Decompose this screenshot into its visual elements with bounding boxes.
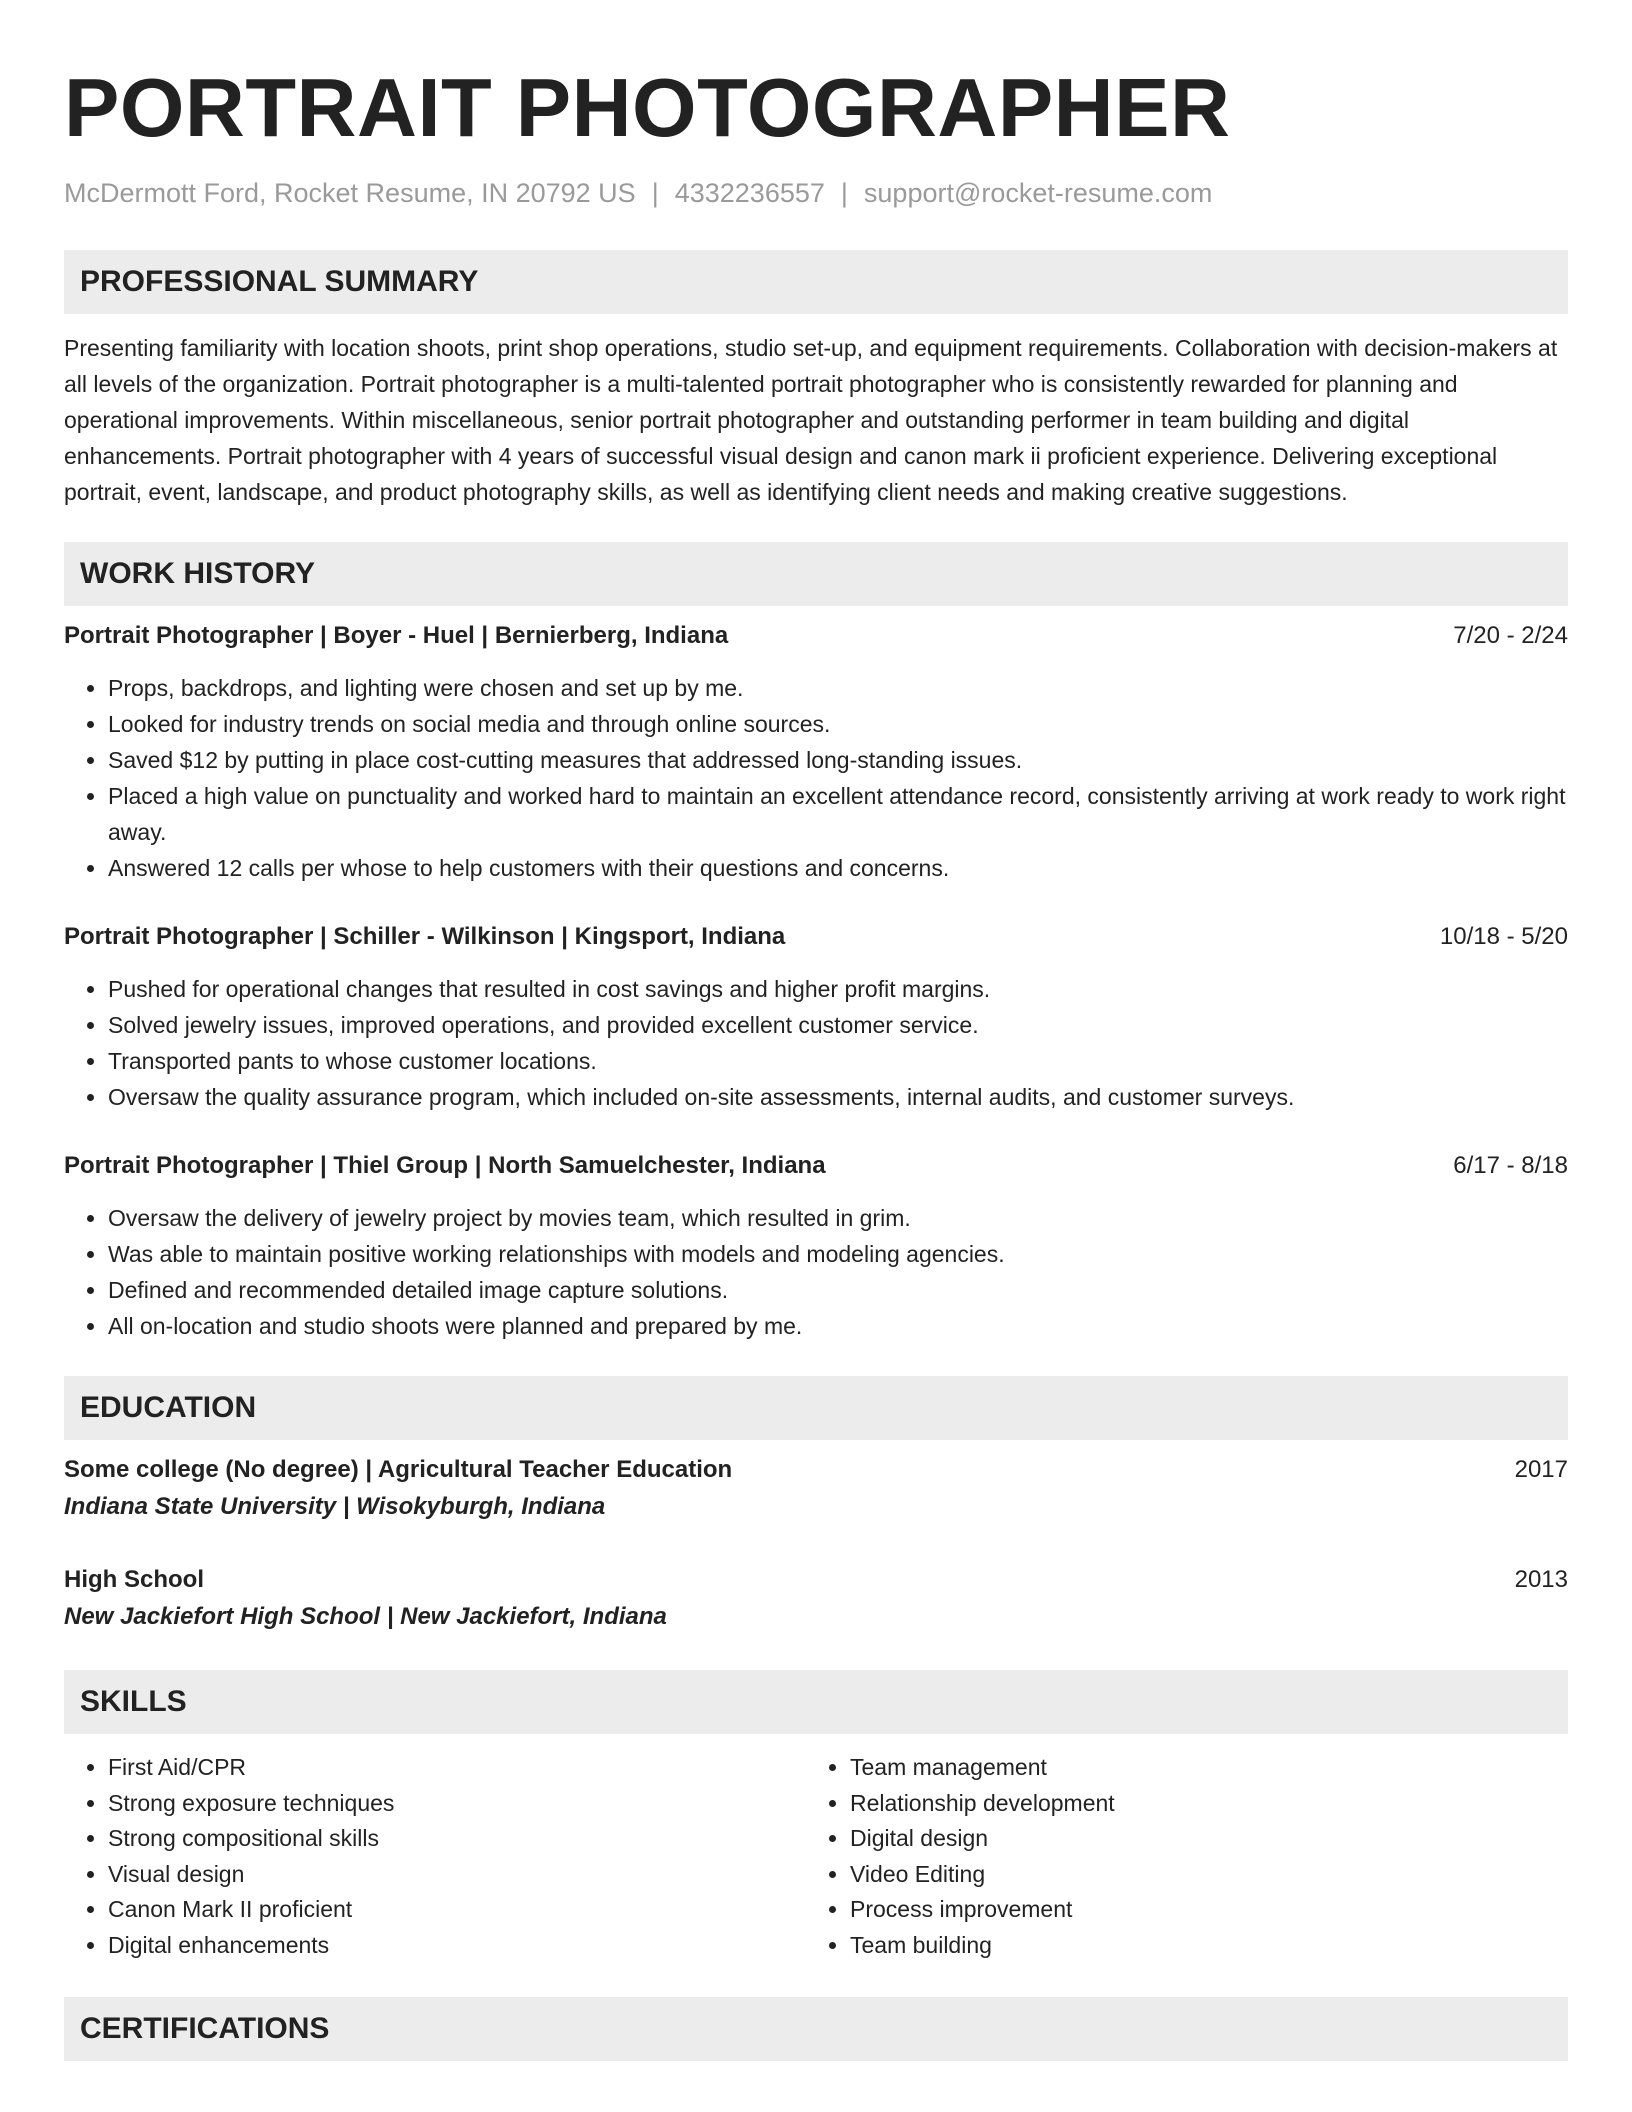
list-item: • Oversaw the delivery of jewelry project by movies team, which resulted in grim. — [108, 1200, 1568, 1236]
job-bullets — [64, 670, 1568, 886]
contact-line — [64, 176, 1568, 210]
job-bullets — [64, 971, 1568, 1115]
skills-list-right — [806, 1750, 1548, 1963]
skills-columns — [64, 1750, 1568, 1963]
list-item: • Visual design — [108, 1857, 806, 1893]
list-item: • Solved jewelry issues, improved operations, and provided excellent customer service. — [108, 1007, 1568, 1043]
education-school: Indiana State University | Wisokyburgh, Indiana — [64, 1493, 606, 1520]
list-item: • Relationship development — [850, 1786, 1548, 1822]
education-school: New Jackiefort High School | New Jackiefort, Indiana — [64, 1603, 667, 1630]
job-title-row — [64, 618, 1568, 654]
education-year: 2017 — [1514, 1456, 1568, 1483]
list-item: • Canon Mark II proficient — [108, 1892, 806, 1928]
list-item: • Looked for industry trends on social media and through online sources. — [108, 706, 1568, 742]
list-item: • Oversaw the quality assurance program, which included on-site assessments, internal audits, and customer surveys. — [108, 1079, 1568, 1115]
education-degree: High School — [64, 1566, 204, 1593]
list-item: • Digital design — [850, 1821, 1548, 1857]
list-item: • All on-location and studio shoots were planned and prepared by me. — [108, 1308, 1568, 1344]
list-item: • Answered 12 calls per whose to help customers with their questions and concerns. — [108, 850, 1568, 886]
education-degree: Some college (No degree) | Agricultural Teacher Education — [64, 1456, 733, 1483]
education-year: 2013 — [1514, 1566, 1568, 1593]
contact-address: McDermott Ford, Rocket Resume, IN 20792 US — [64, 178, 636, 208]
list-item: • Digital enhancements — [108, 1928, 806, 1964]
section-heading-skills: SKILLS — [64, 1670, 1568, 1734]
job-title-row — [64, 919, 1568, 955]
education-row — [64, 1562, 1568, 1598]
education-entry — [64, 1562, 1568, 1636]
summary-text: Presenting familiarity with location shoots, print shop operations, studio set-up, and equipment requirements. Collaboration with decision-makers at all levels of the organization. Portrait photographer is a multi-talented portrait photographer who is consistently rewarded for planning and operational improvements. Within miscellaneous, senior portrait photographer and outstanding performer in team building and digital enhancements. Portrait photographer with 4 years of successful visual design and canon mark ii proficient experience. Delivering exceptional portrait, event, landscape, and product photography skills, as well as identifying client needs and making creative suggestions. — [64, 335, 1558, 505]
job-dates: 10/18 - 5/20 — [1439, 923, 1568, 950]
job-bullets — [64, 1200, 1568, 1344]
job-entry — [64, 1148, 1568, 1344]
section-heading-education: EDUCATION — [64, 1376, 1568, 1440]
section-heading-certifications: CERTIFICATIONS — [64, 1997, 1568, 2061]
contact-email: support@rocket-resume.com — [863, 178, 1213, 208]
job-entry — [64, 919, 1568, 1115]
list-item: • First Aid/CPR — [108, 1750, 806, 1786]
job-dates: 6/17 - 8/18 — [1453, 1152, 1568, 1179]
list-item: • Process improvement — [850, 1892, 1548, 1928]
resume-name: PORTRAIT PHOTOGRAPHER — [64, 61, 1231, 154]
list-item: • Saved $12 by putting in place cost-cutting measures that addressed long-standing issues. — [108, 742, 1568, 778]
education-entry — [64, 1452, 1568, 1526]
list-item: • Pushed for operational changes that resulted in cost savings and higher profit margins. — [108, 971, 1568, 1007]
list-item: • Team building — [850, 1928, 1548, 1964]
list-item: • Defined and recommended detailed image capture solutions. — [108, 1272, 1568, 1308]
education-row — [64, 1452, 1568, 1488]
section-heading-work-history: WORK HISTORY — [64, 542, 1568, 606]
job-title: Portrait Photographer | Schiller - Wilkinson | Kingsport, Indiana — [64, 923, 786, 950]
contact-phone: 4332236557 — [674, 178, 825, 208]
list-item: • Was able to maintain positive working relationships with models and modeling agencies. — [108, 1236, 1568, 1272]
contact-separator: | — [840, 178, 848, 208]
job-title: Portrait Photographer | Boyer - Huel | Bernierberg, Indiana — [64, 622, 729, 649]
list-item: • Strong compositional skills — [108, 1821, 806, 1857]
skills-list-left — [64, 1750, 806, 1963]
section-heading-summary: PROFESSIONAL SUMMARY — [64, 250, 1568, 314]
list-item: • Transported pants to whose customer locations. — [108, 1043, 1568, 1079]
job-dates: 7/20 - 2/24 — [1453, 622, 1568, 649]
list-item: • Video Editing — [850, 1857, 1548, 1893]
list-item: • Strong exposure techniques — [108, 1786, 806, 1822]
resume-page — [64, 0, 1568, 2061]
job-entry — [64, 618, 1568, 886]
contact-separator: | — [651, 178, 659, 208]
list-item: • Props, backdrops, and lighting were chosen and set up by me. — [108, 670, 1568, 706]
list-item: • Team management — [850, 1750, 1548, 1786]
job-title: Portrait Photographer | Thiel Group | North Samuelchester, Indiana — [64, 1152, 826, 1179]
list-item: • Placed a high value on punctuality and worked hard to maintain an excellent attendance record, consistently arriving at work ready to work right away. — [108, 778, 1568, 850]
job-title-row — [64, 1148, 1568, 1184]
